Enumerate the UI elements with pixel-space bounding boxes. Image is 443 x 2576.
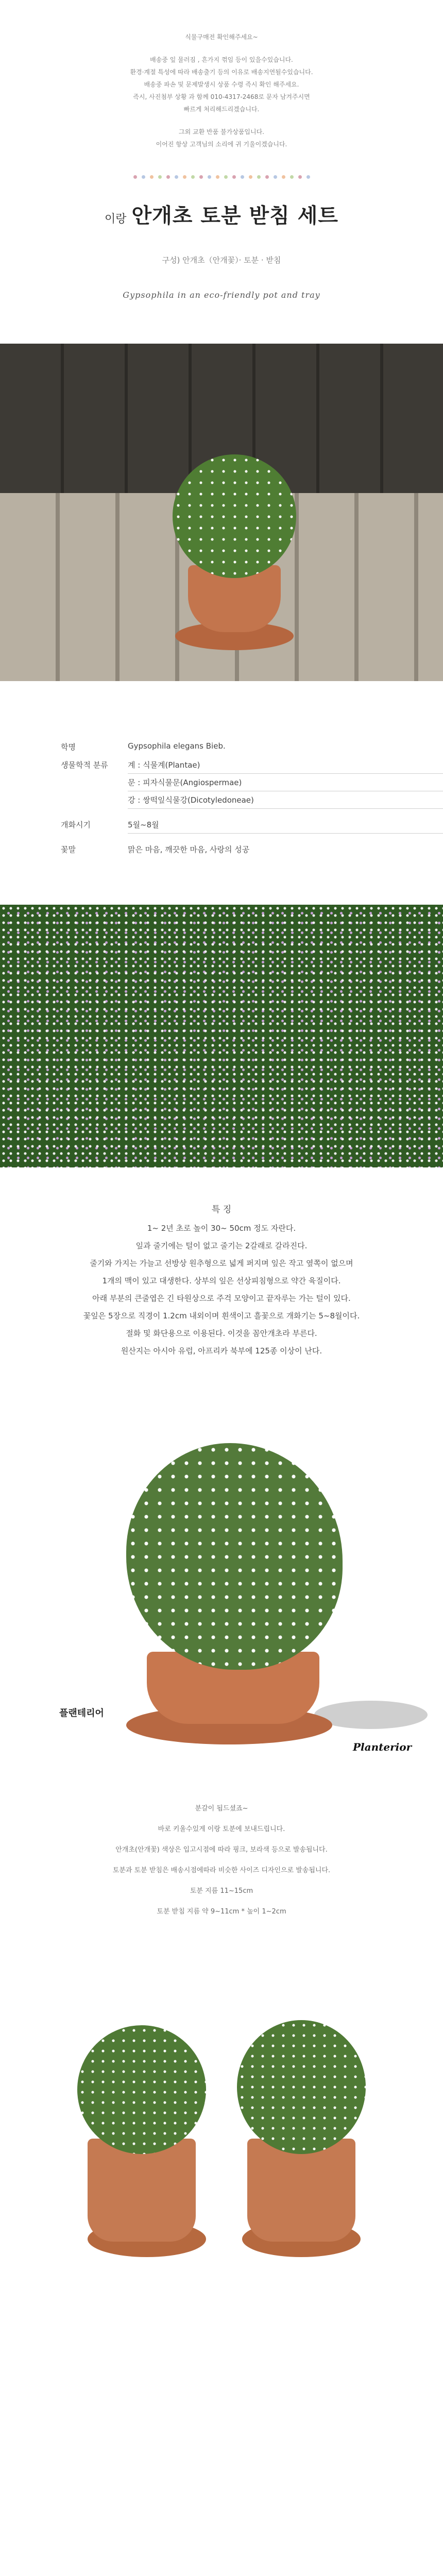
notice-spacer: [0, 43, 443, 54]
info-value: 5월~8월: [128, 820, 159, 829]
product-composition: 구성) 안개초（안개꽃）· 토분 · 받침: [162, 256, 281, 265]
product-title: 안개초 토분 받침 세트: [131, 204, 339, 228]
feature-line: 줄기와 가지는 가늘고 선방상 원추형으로 넓게 퍼지며 잎은 작고 옆쪽이 없으며: [90, 1259, 353, 1268]
notice-line: 배송중 파손 및 문제발생시 상품 수령 즉시 확인 해주세요.: [144, 81, 299, 88]
description-line: 토분 지름 11~15cm: [190, 1887, 253, 1895]
decorative-dot: [249, 175, 252, 179]
decorative-dot-divider: [0, 175, 443, 179]
notice-line: 즉시, 사진첨부 상황 과 함께 010-4317-2468로 문자 남겨주시면: [133, 93, 310, 100]
decorative-dot: [150, 175, 154, 179]
decorative-dot: [257, 175, 261, 179]
decorative-dot: [232, 175, 236, 179]
plant-info-table: [61, 738, 443, 858]
decorative-dot: [175, 175, 178, 179]
decorative-dot: [133, 175, 137, 179]
features-section: [0, 1201, 443, 1360]
notice-line: 그외 교환 반품 불가상품입니다.: [179, 128, 264, 135]
decorative-dot: [290, 175, 294, 179]
product-photo-deck: [0, 344, 443, 681]
info-value-group: [128, 756, 443, 816]
info-row-classification: [61, 756, 443, 816]
brand-name: 이랑: [104, 213, 127, 226]
feature-line: 원산지는 아시아 유럽, 아프리카 북부에 125종 이상이 난다.: [121, 1346, 322, 1355]
feature-line: 절화 및 화단용으로 이용된다. 이것을 꼼안개초라 부른다.: [126, 1329, 317, 1338]
info-row-scientific-name: [61, 738, 443, 756]
info-value: 계 : 식물계(Plantae): [128, 760, 200, 770]
product-header: [0, 199, 443, 300]
decorative-dot: [158, 175, 162, 179]
decorative-dot: [142, 175, 145, 179]
notice-line: 환경·계절 특성에 따라 배송출기 등의 이유로 배송지연될수있습니다.: [130, 69, 313, 76]
divider: [128, 808, 443, 809]
gypsophila-plant: [126, 1443, 343, 1670]
feature-line: 1개의 맥이 있고 대생한다. 상부의 잎은 선상피침형으로 약간 육질이다.: [102, 1276, 341, 1285]
clay-pot: [247, 2139, 355, 2242]
notice-line: 이어진 항상 고객님의 소리에 귀 기울이겠습니다.: [156, 141, 287, 148]
decorative-dot: [166, 175, 170, 179]
planterior-label-korean: 플랜테리어: [59, 1708, 104, 1719]
description-line: 안개초(안개꽃) 색상은 입고시점에 따라 핑크, 보라색 등으로 발송됩니다.: [115, 1846, 328, 1854]
feature-line: 꽃잎은 5장으로 직경이 1.2cm 내외이며 흰색이고 흘꽃으로 개화기는 5~8월이다.: [83, 1311, 360, 1320]
decorative-dot: [216, 175, 219, 179]
gypsophila-plant: [237, 2020, 366, 2154]
info-value-group: [128, 816, 443, 840]
info-value: 문 : 피자식물문(Angiospermae): [128, 778, 242, 787]
info-row-flowering: [61, 816, 443, 840]
decorative-dot: [306, 175, 310, 179]
notice-spacer: [0, 115, 443, 126]
decorative-dot: [274, 175, 277, 179]
info-label: 개화시기: [61, 820, 91, 829]
gypsophila-field-photo: [0, 905, 443, 1167]
description-line: 바로 키울수있게 이랑 토분에 보내드립니다.: [158, 1825, 285, 1833]
gypsophila-plant: [77, 2025, 206, 2154]
description-line: 토분과 토분 받침은 배송시점에따라 비슷한 사이즈 디자인으로 발송됩니다.: [112, 1867, 331, 1874]
divider: [128, 833, 443, 834]
product-tagline: Gypsophila in an eco-friendly pot and tray: [123, 290, 320, 300]
info-label: 꽃말: [61, 845, 76, 854]
purchase-notice: [0, 0, 443, 150]
notice-title: 식물구매전 확인해주세요~: [185, 33, 258, 41]
decorative-dot: [199, 175, 203, 179]
info-value: Gypsophila elegans Bieb.: [128, 741, 226, 751]
info-label: 학명: [61, 742, 76, 752]
info-value: 강 : 쌍떡잎식물강(Dicotyledoneae): [128, 795, 254, 805]
shipping-description: [0, 1799, 443, 1922]
info-value: 맑은 마음, 깨끗한 마음, 사랑의 성공: [128, 845, 250, 854]
notice-line: 빠르게 처리해드리겠습니다.: [183, 106, 260, 113]
gypsophila-plant: [173, 454, 296, 578]
decorative-dot: [191, 175, 195, 179]
decorative-dot: [241, 175, 244, 179]
info-row-flower-language: [61, 840, 443, 858]
planterior-label-english: Planterior: [353, 1741, 412, 1753]
features-title: 특 징: [211, 1205, 232, 1215]
notice-line: 배송중 잎 물러짐 , 흔가지 꺾임 등이 있을수있습니다.: [150, 56, 293, 63]
feature-line: 아래 부분의 큰줄엽은 긴 타원상으로 주걱 모양이고 끝자루는 가는 털이 있다.: [92, 1294, 351, 1303]
info-label: 생물학적 분류: [61, 760, 108, 770]
decorative-dot: [183, 175, 186, 179]
description-line: 분갈이 됩드셨죠~: [195, 1805, 248, 1812]
feature-line: 잎과 줄기에는 털이 없고 줄기는 2갈래로 갈라진다.: [135, 1241, 308, 1250]
decorative-dot: [208, 175, 211, 179]
two-pots-photo: [0, 1969, 443, 2342]
decorative-dot: [265, 175, 269, 179]
planterior-photo: [0, 1397, 443, 1768]
description-line: 토분 받침 지름 약 9~11cm * 높이 1~2cm: [157, 1908, 286, 1916]
decorative-dot: [298, 175, 302, 179]
decorative-dot: [224, 175, 228, 179]
clay-pot: [88, 2139, 196, 2242]
feature-line: 1~ 2년 초로 높이 30~ 50cm 정도 자란다.: [147, 1224, 296, 1233]
divider: [128, 773, 443, 774]
decorative-dot: [282, 175, 285, 179]
